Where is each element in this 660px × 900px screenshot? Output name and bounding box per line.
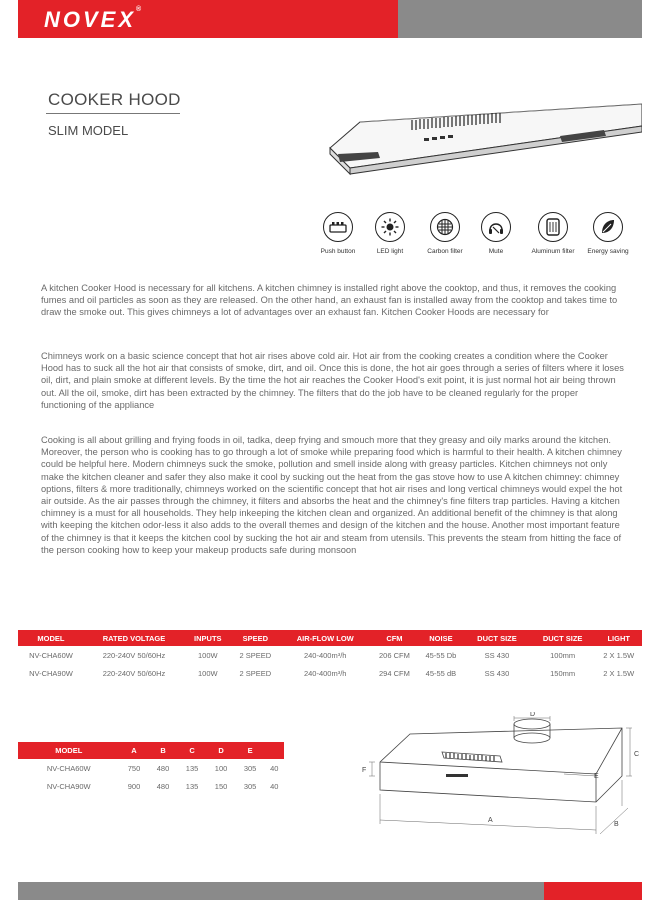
table-cell: 150 xyxy=(214,781,228,791)
table-cell: NV-CHA90W xyxy=(46,781,91,791)
top-banner-gray xyxy=(398,0,642,38)
diagram-label-e: E xyxy=(594,773,599,780)
dim-header-b: B xyxy=(149,742,178,759)
table-cell: 240-400m³/h xyxy=(303,668,347,678)
paragraph-intro: A kitchen Cooker Hood is necessary for all kitchens. A kitchen chimney is installed right above the cooktop, and thus, it removes the cooking fumes and oil particles as soon as they are released. On the other hand, an exhaust fan is installed away from the cooktop and takes time to draw the smoke out. This gives chimneys a lot of advantages over an exhaust fan. Kitchen Cooker Hoods are necessary for xyxy=(41,283,618,318)
push-button-icon xyxy=(323,212,353,242)
dimensions-table xyxy=(18,742,284,795)
carbon-filter-icon xyxy=(430,212,460,242)
table-row xyxy=(18,664,642,682)
table-row xyxy=(18,646,642,664)
table-cell: 100W xyxy=(197,650,218,660)
table-cell: 480 xyxy=(156,763,170,773)
table-cell: 135 xyxy=(185,763,199,773)
table-cell: 2 X 1.5W xyxy=(603,668,635,678)
bottom-banner xyxy=(18,882,642,900)
spec-header-voltage: RATED VOLTAGE xyxy=(84,630,184,646)
feature-energy-saving: Energy saving xyxy=(580,212,636,255)
table-cell: NV-CHA60W xyxy=(29,650,73,660)
diagram-label-a: A xyxy=(488,817,493,824)
dim-header-d: D xyxy=(207,742,236,759)
table-cell: 750 xyxy=(127,763,141,773)
spec-header-duct-size: DUCT SIZE xyxy=(464,630,530,646)
top-banner xyxy=(18,0,642,38)
bottom-banner-red xyxy=(544,882,642,900)
top-banner-red xyxy=(18,0,398,38)
spec-header-speed: SPEED xyxy=(232,630,280,646)
cooker-hood-illustration xyxy=(320,92,642,182)
feature-push-button: Push button xyxy=(310,212,366,255)
title-divider xyxy=(46,113,180,114)
energy-saving-icon xyxy=(593,212,623,242)
table-cell: 45-55 Db xyxy=(425,650,457,660)
dimensions-table-header xyxy=(18,742,284,759)
spec-header-inputs: INPUTS xyxy=(184,630,231,646)
diagram-label-c: C xyxy=(634,751,640,758)
table-cell: 220-240V 50/60Hz xyxy=(102,668,166,678)
table-cell: NV-CHA60W xyxy=(46,763,91,773)
led-light-icon xyxy=(375,212,405,242)
aluminum-filter-icon xyxy=(538,212,568,242)
table-cell: SS 430 xyxy=(484,650,510,660)
paragraph-benefits: Cooking is all about grilling and frying foods in oil, tadka, deep frying and smouch more that they greasy and oily marks around the kitchen. Moreover, the person who is cooking has to go through a lot of smoke while preparing food which is harmful to their health. A kitchen chimney could be helpful here. Modern chimneys suck the smoke, pollution and smell inside along with greasy particles. Kitchen chimneys not only make the kitchen cleaner and safer they also make it cool by sucking out the heat from the gas stove how to use A kitchen chimney: chimney options, filters & more traditionally, chimneys worked on the scientific concept that hot air rises and long vertical chimneys would expel the hot air outside. As the air passes through the chimney, it filters and absorbs the heat and the chimney's fine filters trap particles. Having a kitchen chimney is a must for all households. They help inkeeping the kitchen clean and organized. An additional benefit of the chimney is that along with keeping the kitchen odor-less it also adds to the overall themes and design of the kitchen and the house. Another most important feature of the chimney is that it keeps the kitchen cool by sucking the hot air and steam from utensils. This prevents the steam from hitting the face of the person cooking how to keep your makeup products safe during monsoon xyxy=(41,435,623,555)
table-cell: 220-240V 50/60Hz xyxy=(102,650,166,660)
spec-header-airflow: AIR-FLOW LOW xyxy=(279,630,371,646)
diagram-label-f: F xyxy=(362,767,367,774)
table-cell: 135 xyxy=(185,781,199,791)
table-cell: 240-400m³/h xyxy=(303,650,347,660)
page-subtitle: SLIM MODEL xyxy=(48,123,129,138)
spec-header-light: LIGHT xyxy=(595,630,642,646)
dim-header-e: E xyxy=(236,742,265,759)
spec-header-noise: NOISE xyxy=(418,630,464,646)
dimension-diagram xyxy=(360,712,642,840)
spec-header-duct-size-2: DUCT SIZE xyxy=(530,630,596,646)
table-cell: 2 SPEED xyxy=(239,668,272,678)
feature-led-light: LED light xyxy=(362,212,418,255)
table-row xyxy=(18,759,284,777)
table-cell: 900 xyxy=(127,781,141,791)
spec-table xyxy=(18,630,642,682)
spec-header-model: MODEL xyxy=(18,630,84,646)
feature-mute: Mute xyxy=(468,212,524,255)
bottom-banner-gray xyxy=(18,882,544,900)
spec-header-cfm: CFM xyxy=(371,630,417,646)
table-cell: 40 xyxy=(270,763,279,773)
table-cell: 150mm xyxy=(550,668,576,678)
table-cell: 294 CFM xyxy=(379,668,410,678)
page-title: COOKER HOOD xyxy=(48,90,181,109)
table-cell: 45-55 dB xyxy=(425,668,457,678)
paragraph-how-it-works: Chimneys work on a basic science concept that hot air rises above cold air. Hot air from the cooking creates a condition where the Cooker Hood has to suck all the hot air that consists of smoke, dirt, and oil. Once this is done, the hot air goes through a series of filters where it loses oil, dirt, and plain smoke at different levels. By the time the hot air reaches the Cooker Hood's exit point, it is just normal hot air being thrown out. All the oil, smoke, dirt has been extracted by the chimney. The filters that do the job have to be cleaned regularly for the proper functioning of the appliance xyxy=(41,351,624,410)
table-cell: 100 xyxy=(214,763,228,773)
table-cell: 480 xyxy=(156,781,170,791)
spec-table-header xyxy=(18,630,642,646)
diagram-label-b: B xyxy=(614,821,619,828)
mute-icon xyxy=(481,212,511,242)
table-cell: 100mm xyxy=(550,650,576,660)
diagram-label-d: D xyxy=(530,712,536,718)
dim-header-blank xyxy=(265,742,284,759)
table-cell: 305 xyxy=(243,781,257,791)
table-cell: 305 xyxy=(243,763,257,773)
table-row xyxy=(18,777,284,795)
table-cell: 100W xyxy=(197,668,218,678)
table-cell: 2 X 1.5W xyxy=(603,650,635,660)
table-cell: 206 CFM xyxy=(379,650,410,660)
table-cell: 40 xyxy=(270,781,279,791)
feature-carbon-filter: Carbon filter xyxy=(417,212,473,255)
feature-aluminum-filter: Aluminum filter xyxy=(525,212,581,255)
table-cell: SS 430 xyxy=(484,668,510,678)
dim-header-c: C xyxy=(178,742,207,759)
feature-icons xyxy=(310,212,640,262)
table-cell: NV-CHA90W xyxy=(29,668,73,678)
brand-logo: NOVEX® xyxy=(44,5,142,32)
table-cell: 2 SPEED xyxy=(239,650,272,660)
dim-header-a: A xyxy=(120,742,149,759)
dim-header-model: MODEL xyxy=(18,742,120,759)
